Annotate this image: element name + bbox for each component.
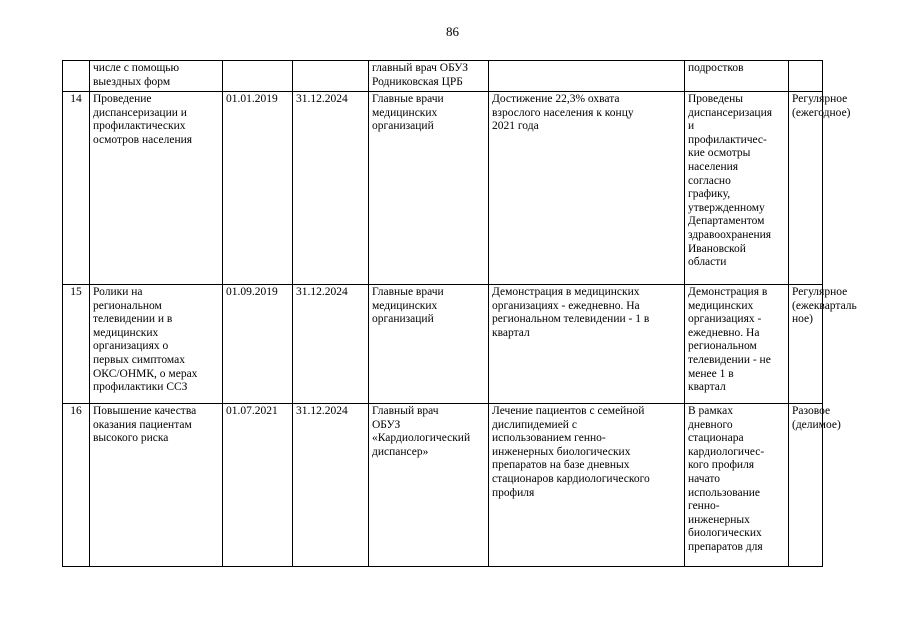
row-number-cell: 15 <box>63 285 90 404</box>
indicator-cell: Лечение пациентов с семейной дислипидемией с использованием генно- инженерных биологических препаратов на базе дневных стационаров кардиологического профиля <box>489 404 685 567</box>
page-number: 86 <box>446 24 459 39</box>
row-number-cell: 16 <box>63 404 90 567</box>
table-row <box>63 285 823 404</box>
result-cell: Проведены диспансеризация и профилактичес- кие осмотры населения согласно графику, утвержденному Департаментом здравоохранения Ивановской области <box>685 92 789 285</box>
table-row <box>63 92 823 285</box>
responsible-cell: Главные врачи медицинских организаций <box>369 285 489 404</box>
responsible-cell: Главные врачи медицинских организаций <box>369 92 489 285</box>
result-cell: В рамках дневного стационара кардиологичес- кого профиля начато использование генно- инженерных биологических препаратов для <box>685 404 789 567</box>
end-date-cell: 31.12.2024 <box>293 285 369 404</box>
type-cell: Разовое (делимое) <box>789 404 823 567</box>
type-cell: Регулярное (ежекварталь ное) <box>789 285 823 404</box>
end-date-cell: 31.12.2024 <box>293 404 369 567</box>
type-cell: Регулярное (ежегодное) <box>789 92 823 285</box>
start-date-cell: 01.09.2019 <box>223 285 293 404</box>
event-cell: числе с помощью выездных форм <box>90 61 223 92</box>
indicator-cell <box>489 61 685 92</box>
table-row <box>63 404 823 567</box>
result-cell: Демонстрация в медицинских организациях - ежедневно. На региональном телевидении - не менее 1 в квартал <box>685 285 789 404</box>
start-date-cell <box>223 61 293 92</box>
end-date-cell: 31.12.2024 <box>293 92 369 285</box>
start-date-cell: 01.01.2019 <box>223 92 293 285</box>
start-date-cell: 01.07.2021 <box>223 404 293 567</box>
table-row <box>63 61 823 92</box>
responsible-cell: главный врач ОБУЗ Родниковская ЦРБ <box>369 61 489 92</box>
event-cell: Ролики на региональном телевидении и в медицинских организациях о первых симптомах ОКС/ОНМК, о мерах профилактики ССЗ <box>90 285 223 404</box>
end-date-cell <box>293 61 369 92</box>
row-number-cell: 14 <box>63 92 90 285</box>
result-cell: подростков <box>685 61 789 92</box>
type-cell <box>789 61 823 92</box>
indicator-cell: Достижение 22,3% охвата взрослого населения к концу 2021 года <box>489 92 685 285</box>
activity-plan-table <box>62 60 857 567</box>
responsible-cell: Главный врач ОБУЗ «Кардиологический диспансер» <box>369 404 489 567</box>
event-cell: Повышение качества оказания пациентам высокого риска <box>90 404 223 567</box>
event-cell: Проведение диспансеризации и профилактических осмотров населения <box>90 92 223 285</box>
row-number-cell <box>63 61 90 92</box>
indicator-cell: Демонстрация в медицинских организациях - ежедневно. На региональном телевидении - 1 в квартал <box>489 285 685 404</box>
